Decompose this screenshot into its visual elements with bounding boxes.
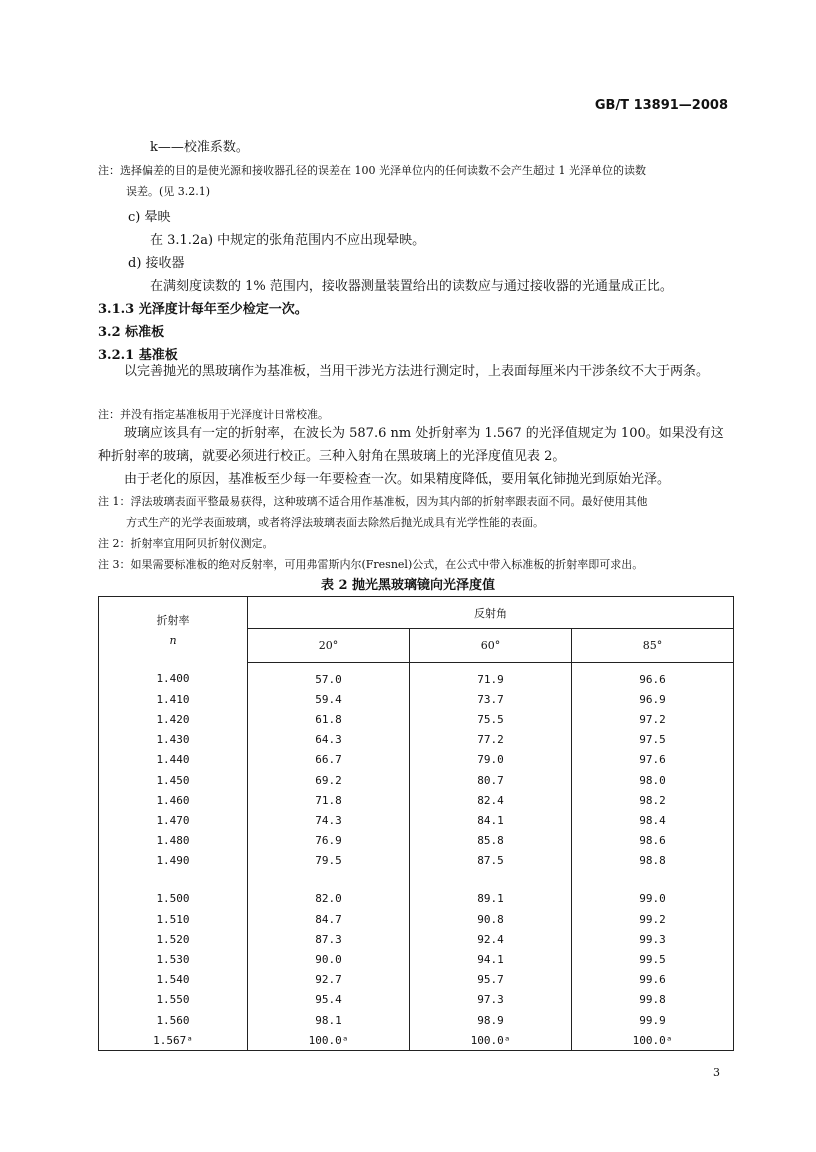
gloss-value-cell: 98.1 [248,1010,410,1030]
gloss-value-cell: 98.6 [572,831,734,851]
gloss-value-cell: 64.3 [248,730,410,750]
refractive-index-cell: 1.450 [99,770,248,790]
table-caption: 表 2 抛光黑玻璃镜向光泽度值 [320,578,496,593]
refractive-index-header [99,597,248,663]
table-row [99,949,734,969]
gloss-value-cell: 59.4 [248,689,410,709]
table-row [99,970,734,990]
paragraph-reference-plate: 以完善抛光的黑玻璃作为基准板，当用干涉光方法进行测定时，上表面每厘米内干涉条纹不大于两条。 [124,364,710,379]
item-d-heading: d) 接收器 [128,256,185,271]
table-row [99,663,734,690]
refractive-index-cell: 1.400 [99,663,248,690]
refractive-index-cell: 1.470 [99,810,248,830]
spacer-cell [410,871,572,889]
section-3-1-3: 3.1.3 光泽度计每年至少检定一次。 [98,302,308,317]
gloss-value-cell: 100.0ᵃ [248,1030,410,1051]
table-row [99,851,734,871]
item-c-heading: c) 晕映 [128,210,171,225]
note-1-line2: 方式生产的光学表面玻璃，或者将浮法玻璃表面去除然后抛光成具有光学性能的表面。 [126,516,544,529]
gloss-value-cell: 87.5 [410,851,572,871]
angle-85-header: 85° [572,629,734,663]
table-row [99,810,734,830]
gloss-value-cell: 96.9 [572,689,734,709]
table-row [99,709,734,729]
refractive-index-cell: 1.567ᵃ [99,1030,248,1051]
gloss-value-cell: 92.7 [248,970,410,990]
gloss-value-cell: 71.8 [248,790,410,810]
gloss-value-cell: 57.0 [248,663,410,690]
gloss-value-cell: 84.1 [410,810,572,830]
refractive-index-cell: 1.460 [99,790,248,810]
paragraph-refractive-index: 玻璃应该具有一定的折射率，在波长为 587.6 nm 处折射率为 1.567 的光泽值规定为 100。如果没有这种折射率的玻璃，就要必须进行校正。三种入射角在黑玻璃上的光泽度值见表 2。 [98,426,724,464]
spacer-cell [99,871,248,889]
gloss-value-cell: 99.8 [572,990,734,1010]
table-row [99,730,734,750]
note-1-line1: 注 1：浮法玻璃表面平整最易获得，这种玻璃不适合用作基准板，因为其内部的折射率跟表面不同。最好使用其他 [98,495,648,508]
gloss-value-cell: 80.7 [410,770,572,790]
table-row [99,831,734,851]
table-row [99,929,734,949]
gloss-value-cell: 98.9 [410,1010,572,1030]
refractive-index-cell: 1.530 [99,949,248,969]
gloss-value-cell: 71.9 [410,663,572,690]
gloss-value-cell: 99.3 [572,929,734,949]
gloss-value-cell: 76.9 [248,831,410,851]
gloss-value-cell: 97.3 [410,990,572,1010]
refractive-index-symbol: n [169,634,177,648]
gloss-value-cell: 61.8 [248,709,410,729]
gloss-value-cell: 99.9 [572,1010,734,1030]
refractive-index-cell: 1.540 [99,970,248,990]
refractive-index-cell: 1.430 [99,730,248,750]
section-3-2-heading: 3.2 标准板 [98,325,165,340]
gloss-value-cell: 84.7 [248,909,410,929]
gloss-value-cell: 99.6 [572,970,734,990]
item-d-text: 在满刻度读数的 1% 范围内，接收器测量装置给出的读数应与通过接收器的光通量成正比。 [150,279,673,294]
table-row [99,889,734,909]
gloss-value-cell: 95.7 [410,970,572,990]
gloss-value-cell: 97.2 [572,709,734,729]
gloss-value-cell: 99.5 [572,949,734,969]
gloss-value-cell: 75.5 [410,709,572,729]
gloss-value-cell: 97.6 [572,750,734,770]
spacer-cell [572,871,734,889]
refractive-index-cell: 1.510 [99,909,248,929]
refractive-index-cell: 1.520 [99,929,248,949]
gloss-value-cell: 99.2 [572,909,734,929]
table-row [99,909,734,929]
refractive-index-cell: 1.550 [99,990,248,1010]
refractive-index-cell: 1.500 [99,889,248,909]
table-row [99,1030,734,1051]
table-spacer-row [99,871,734,889]
section-3-2-1-heading: 3.2.1 基准板 [98,348,178,363]
gloss-value-cell: 90.0 [248,949,410,969]
note-a-line2: 误差。(见 3.2.1) [126,185,211,198]
gloss-value-cell: 69.2 [248,770,410,790]
note-a-line1: 注：选择偏差的目的是使光源和接收器孔径的误差在 100 光泽单位内的任何读数不会产生超过 1 光泽单位的读数 [98,164,646,177]
standard-header: GB/T 13891—2008 [594,98,728,113]
note-2: 注 2：折射率宜用阿贝折射仪测定。 [98,537,274,550]
table-body [99,663,734,1051]
gloss-value-cell: 100.0ᵃ [410,1030,572,1051]
gloss-value-cell: 74.3 [248,810,410,830]
gloss-value-cell: 100.0ᵃ [572,1030,734,1051]
gloss-value-cell: 92.4 [410,929,572,949]
reflection-angle-header: 反射角 [248,597,734,629]
gloss-value-cell: 99.0 [572,889,734,909]
refractive-index-cell: 1.420 [99,709,248,729]
gloss-value-cell: 89.1 [410,889,572,909]
gloss-value-table [98,596,734,1051]
gloss-value-cell: 96.6 [572,663,734,690]
spacer-cell [248,871,410,889]
k-definition: k——校准系数。 [150,140,249,155]
gloss-value-cell: 66.7 [248,750,410,770]
gloss-value-cell: 79.0 [410,750,572,770]
refractive-index-cell: 1.560 [99,1010,248,1030]
refractive-index-cell: 1.490 [99,851,248,871]
gloss-value-cell: 98.4 [572,810,734,830]
gloss-value-cell: 97.5 [572,730,734,750]
angle-60-header: 60° [410,629,572,663]
gloss-value-cell: 82.4 [410,790,572,810]
gloss-value-cell: 90.8 [410,909,572,929]
table-row [99,1010,734,1030]
gloss-value-cell: 79.5 [248,851,410,871]
refractive-index-label: 折射率 [156,614,190,628]
refractive-index-cell: 1.410 [99,689,248,709]
gloss-value-cell: 87.3 [248,929,410,949]
table-row [99,770,734,790]
refractive-index-cell: 1.480 [99,831,248,851]
gloss-value-cell: 73.7 [410,689,572,709]
gloss-value-cell: 98.8 [572,851,734,871]
table-row [99,990,734,1010]
item-c-text: 在 3.1.2a) 中规定的张角范围内不应出现晕映。 [150,233,426,248]
gloss-value-cell: 98.2 [572,790,734,810]
gloss-value-cell: 98.0 [572,770,734,790]
note-b: 注：并没有指定基准板用于光泽度计日常校准。 [98,408,329,421]
note-3: 注 3：如果需要标准板的绝对反射率，可用弗雷斯内尔(Fresnel)公式，在公式中带入标准板的折射率即可求出。 [98,558,644,571]
gloss-value-cell: 85.8 [410,831,572,851]
gloss-value-cell: 82.0 [248,889,410,909]
angle-20-header: 20° [248,629,410,663]
table-row [99,790,734,810]
gloss-value-cell: 94.1 [410,949,572,969]
paragraph-aging: 由于老化的原因，基准板至少每一年要检查一次。如果精度降低，要用氧化铈抛光到原始光泽。 [124,472,671,487]
gloss-value-cell: 95.4 [248,990,410,1010]
gloss-value-cell: 77.2 [410,730,572,750]
table-row [99,750,734,770]
page-number: 3 [713,1066,720,1079]
refractive-index-cell: 1.440 [99,750,248,770]
table-row [99,689,734,709]
